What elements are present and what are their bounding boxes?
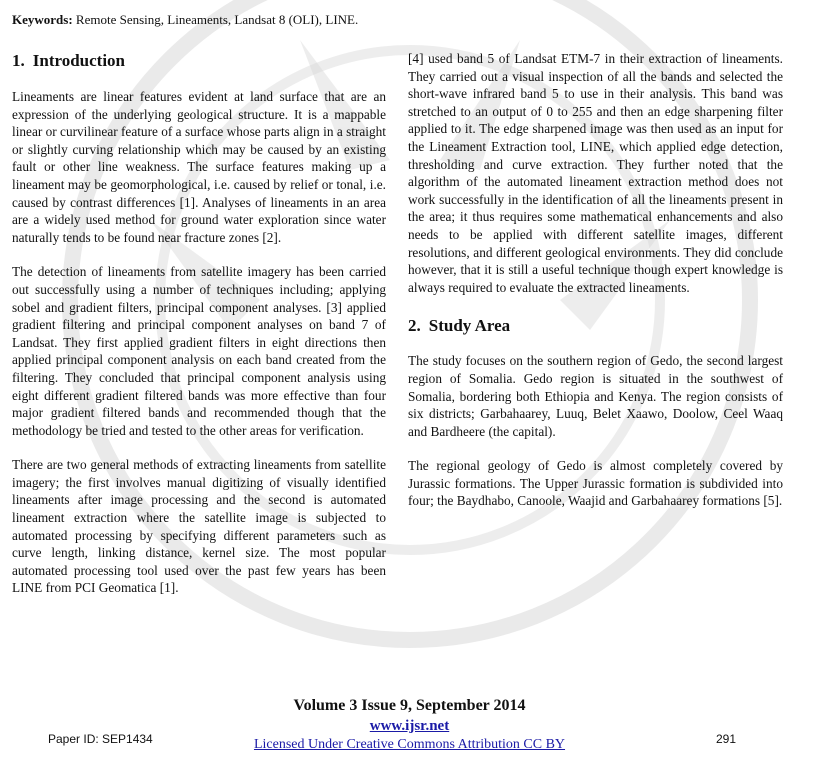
- footer-url-link[interactable]: www.ijsr.net: [369, 718, 450, 734]
- keywords-text: Remote Sensing, Lineaments, Landsat 8 (OLI), LINE.: [75, 12, 359, 27]
- paragraph: The study focuses on the southern region of Gedo, the second largest region of Somalia. Gedo region is situated in the southwest of Somalia, bordering both Ethiopia and Kenya. The region consists of six districts; Garbahaarey, Luuq, Belet Xaawo, Doolow, Ceel Waaq and Bardheere (the capital).: [408, 353, 783, 439]
- section-heading-introduction: [12, 50, 386, 72]
- keywords-label: Keywords:: [12, 12, 73, 27]
- paragraph: The regional geology of Gedo is almost completely covered by Jurassic formations. The Upper Jurassic formation is subdivided into four; the Baydhabo, Canoole, Waajid and Garbahaarey formations [5].: [408, 458, 783, 509]
- keywords-line: [12, 12, 358, 28]
- paragraph: The detection of lineaments from satellite imagery has been carried out successfully using a number of techniques including; applying sobel and gradient filters, principal component analyses. [3] applied gradient filtering and principal component analyses on band 7 of Landsat. They first applied gradient filters in eight directions then applied principal component analysis on each band created from the filtering. They concluded that principal component analysis using eight different gradient filtered bands was more effective than four major gradient filtered bands and recommended though that the methodology be tried and tested to the other areas for verification.: [12, 264, 386, 438]
- footer-license-link[interactable]: Licensed Under Creative Commons Attribution CC BY: [253, 737, 566, 752]
- right-column: [408, 50, 783, 527]
- section-number: 2.: [408, 316, 421, 336]
- footer-volume: Volume 3 Issue 9, September 2014: [293, 697, 526, 714]
- paragraph-continuation: [4] used band 5 of Landsat ETM-7 in their extraction of lineaments. They carried out a visual inspection of all the bands and selected the short-wave infrared band 5 to use in their analysis. This band was stretched to an output of 0 to 255 and then an edge sharpening filter applied to it. The edge sharpened image was then used as an input for the Lineament Extraction tool, LINE, which applied edge detection, thresholding and curve extraction. They further noted that the algorithm of the automated lineament extraction method does not work successfully in the identification of all the lineaments present in the area; it thus requires some mathematical enhancements and also needs to be applied with different satellite images, different resolutions, and different geological environments. They did conclude however, that it is still a useful technique though expert knowledge is always required to evaluate the extracted lineaments.: [408, 51, 783, 295]
- paper-id: Paper ID: SEP1434: [48, 732, 153, 746]
- section-title: Introduction: [32, 51, 126, 70]
- section-heading-study-area: [408, 315, 783, 337]
- paragraph: Lineaments are linear features evident at land surface that are an expression of the underlying geological structure. It is a mappable linear or curvilinear feature of a surface whose parts align in a straight or slightly curving relationship which may be caused by an existing fault or other line weakness. The surface features making up a lineament may be geomorphological, i.e. caused by relief or tonal, i.e. caused by contrast differences [1]. Analyses of lineaments in an area are a widely used method for ground water exploration since water naturally tends to be found near fracture zones [2].: [12, 89, 386, 245]
- section-title: Study Area: [428, 316, 511, 336]
- section-number: 1.: [12, 51, 25, 70]
- paragraph: There are two general methods of extracting lineaments from satellite imagery; the first involves manual digitizing of visually identified lineaments after image processing and the second is automated lineament extraction where the satellite image is subjected to automated processing by specifying different parameters such as curve length, linking distance, kernel size. The most popular automated processing tool used over the past few years has been LINE from PCI Geomatica [1].: [12, 457, 386, 596]
- left-column: [12, 50, 386, 614]
- page-number: 291: [716, 732, 737, 746]
